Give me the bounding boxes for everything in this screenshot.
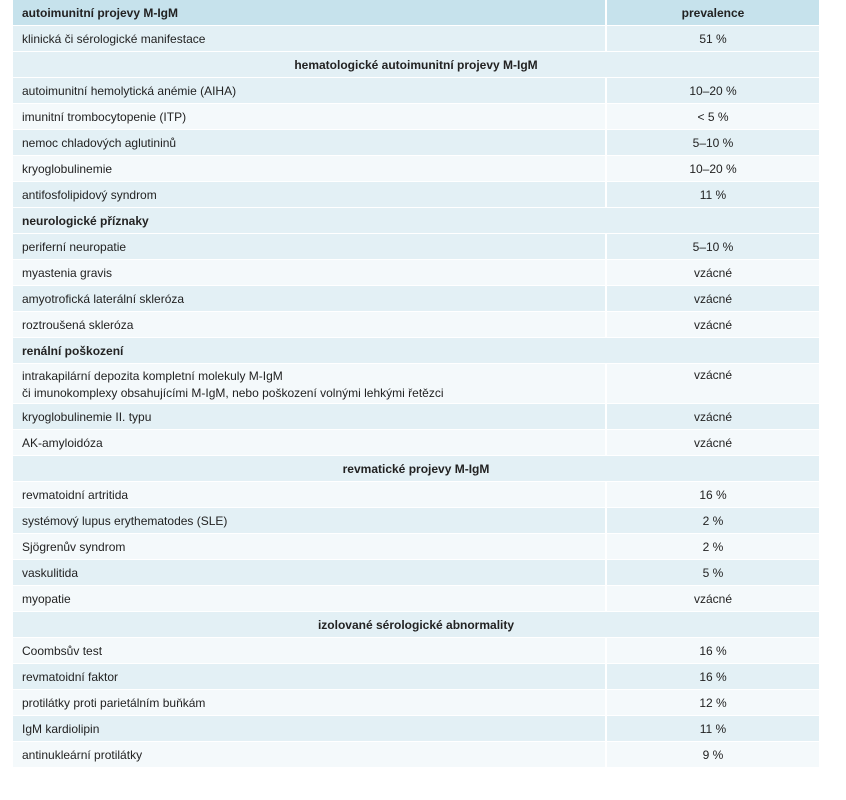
section-header-row [13,456,819,482]
table-row [13,78,819,104]
manifestation-label: periferní neuropatie [13,234,607,259]
manifestation-label: roztroušená skleróza [13,312,607,337]
table-row [13,638,819,664]
manifestation-label-line1: intrakapilární depozita kompletní molekuly M-IgM [22,369,283,383]
manifestation-label: nemoc chladových aglutininů [13,130,607,155]
manifestation-label: Coombsův test [13,638,607,663]
table-row [13,260,819,286]
prevalence-value: vzácné [693,368,733,382]
table-row [13,364,819,404]
prevalence-value: < 5 % [697,109,729,124]
manifestation-label: imunitní trombocytopenie (ITP) [13,104,607,129]
prevalence-value: vzácné [693,291,733,306]
prevalence-table [13,0,819,768]
table-row [13,312,819,338]
manifestation-label: autoimunitní hemolytická anémie (AIHA) [13,78,607,103]
prevalence-value: 11 % [699,187,727,202]
table-row [13,560,819,586]
manifestation-label: Sjögrenův syndrom [13,534,607,559]
table-row [13,286,819,312]
prevalence-value: vzácné [693,265,733,280]
manifestation-label: amyotrofická laterální skleróza [13,286,607,311]
table-header-row [13,0,819,26]
table-body [13,26,819,768]
prevalence-value: 9 % [702,747,724,762]
section-title: renální poškození [22,343,124,358]
section-title: neurologické příznaky [22,213,149,228]
manifestation-label: IgM kardiolipin [13,716,607,741]
prevalence-value: 16 % [699,487,727,502]
table-row [13,430,819,456]
table-row [13,104,819,130]
manifestation-label: myastenia gravis [13,260,607,285]
manifestation-label: vaskulitida [13,560,607,585]
table-row [13,182,819,208]
manifestation-label: myopatie [13,586,607,611]
table-row [13,690,819,716]
prevalence-value: vzácné [693,591,733,606]
prevalence-value: vzácné [693,409,733,424]
prevalence-value: 51 % [699,31,727,46]
table-row [13,482,819,508]
table-row [13,508,819,534]
header-prevalence: prevalence [681,5,745,20]
prevalence-value: 10–20 % [689,161,737,176]
section-header-row [13,338,819,364]
section-title: hematologické autoimunitní projevy M-IgM [294,57,538,72]
section-title: revmatické projevy M-IgM [342,461,490,476]
manifestation-label: kryoglobulinemie II. typu [13,404,607,429]
prevalence-value: 2 % [702,539,724,554]
section-header-row [13,208,819,234]
prevalence-value: 16 % [699,643,727,658]
table-row [13,716,819,742]
table-row [13,404,819,430]
manifestation-label: systémový lupus erythematodes (SLE) [13,508,607,533]
table-row [13,26,819,52]
prevalence-value: vzácné [693,435,733,450]
manifestation-label: revmatoidní faktor [13,664,607,689]
section-header-row [13,612,819,638]
table-row [13,156,819,182]
manifestation-label: antifosfolipidový syndrom [13,182,607,207]
table-row [13,534,819,560]
manifestation-label: revmatoidní artritida [13,482,607,507]
manifestation-label: klinická či sérologické manifestace [13,26,607,51]
prevalence-value: 11 % [699,721,727,736]
prevalence-value: 2 % [702,513,724,528]
prevalence-value: 10–20 % [689,83,737,98]
manifestation-label: protilátky proti parietálním buňkám [13,690,607,715]
prevalence-value: 5 % [702,565,724,580]
manifestation-label: kryoglobulinemie [13,156,607,181]
prevalence-value: vzácné [693,317,733,332]
manifestation-label: AK-amyloidóza [13,430,607,455]
prevalence-value: 16 % [699,669,727,684]
table-row [13,742,819,768]
table-row [13,234,819,260]
table-row [13,130,819,156]
section-title: izolované sérologické abnormality [317,617,515,632]
prevalence-value: 5–10 % [692,239,734,254]
manifestation-label [13,364,607,403]
header-autoimmune-manifestations: autoimunitní projevy M-IgM [13,0,607,25]
prevalence-value: 12 % [699,695,727,710]
manifestation-label: antinukleární protilátky [13,742,607,767]
section-header-row [13,52,819,78]
table-row [13,586,819,612]
table-row [13,664,819,690]
manifestation-label-line2: či imunokomplexy obsahujícími M-IgM, nebo poškození volnými lehkými řetězci [22,386,444,400]
prevalence-value: 5–10 % [692,135,734,150]
